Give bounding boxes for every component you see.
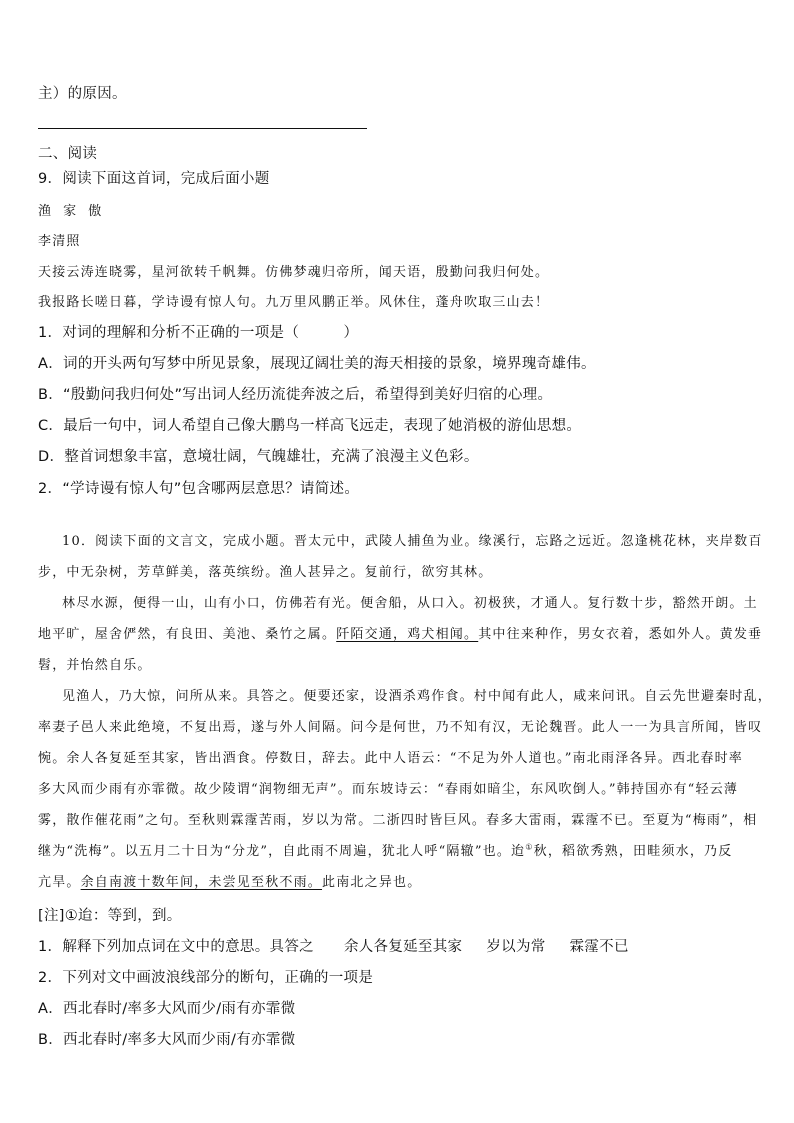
q10-subquestion-1 — [38, 935, 764, 956]
q10-text-line-11 — [38, 840, 764, 859]
footnote-marker: ① — [525, 842, 534, 852]
q10-text-line-1: 10．阅读下面的文言文，完成小题。晋太元中，武陵人捕鱼为业。缘溪行，忘路之远近。忽逢桃花林，夹岸数百 — [62, 534, 763, 549]
previous-question-ending: 主）的原因。 — [38, 86, 127, 102]
q10-text-line-3: 林尽水源，便得一山，山有小口，仿佛若有光。便舍船，从口入。初极狭，才通人。复行数十步，豁然开朗。土 — [62, 596, 758, 611]
q10-text-line-12 — [38, 871, 764, 890]
underlined-phrase-2: 余自南渡十数年间，未尝见至秋不雨。 — [80, 875, 323, 890]
q9-subquestion-1: 1．对词的理解和分析不正确的一项是（ ） — [38, 325, 359, 341]
q10-text-line-12-end: 此南北之异也。 — [322, 875, 422, 890]
q10-subquestion-2: 2．下列对文中画波浪线部分的断句，正确的一项是 — [38, 970, 374, 986]
q10-text-line-8: 惋。余人各复延至其家，皆出酒食。停数日，辞去。此中人语云：“不足为外人道也。”南北雨泽各异。西北春时率 — [38, 751, 743, 766]
footnote: [注]①迨：等到，到。 — [38, 908, 182, 924]
q10-sub1-lead: 1．解释下列加点词在文中的意思。具答之 — [38, 939, 314, 955]
q10-text-line-10: 雾，散作催花雨”之句。至秋则霖霪苦雨，岁以为常。二浙四时皆巨风。春多大雷雨，霖霪不已。至夏为“梅雨”，相 — [38, 813, 758, 828]
q10-text-line-6: 见渔人，乃大惊，问所从来。具答之。便要还家，设酒杀鸡作食。村中闻有此人，咸来问讯。自云先世避秦时乱， — [62, 689, 773, 704]
question-9-prompt: 9．阅读下面这首词，完成后面小题 — [38, 171, 270, 187]
q10-text-line-12-start: 亢旱。 — [38, 875, 81, 890]
q9-option-a: A．词的开头两句写梦中所见景象，展现辽阔壮美的海天相接的景象，境界瑰奇雄伟。 — [38, 356, 596, 372]
q10-text-line-4 — [38, 623, 764, 642]
q10-text-line-11-end: 秋，稻欲秀熟，田畦须水，乃反 — [533, 844, 733, 859]
q10-text-line-4-end: 其中往来种作，男女衣着，悉如外人。黄发垂 — [478, 627, 763, 642]
q9-option-c: C．最后一句中，词人希望自己像大鹏鸟一样高飞远走，表现了她消极的游仙思想。 — [38, 418, 582, 434]
q10-text-line-2: 步，中无杂树，芳草鲜美，落英缤纷。渔人甚异之。复前行，欲穷其林。 — [38, 565, 493, 580]
q10-text-line-4-start: 地平旷，屋舍俨然，有良田、美池、桑竹之属。 — [38, 627, 337, 642]
poem-author: 李清照 — [38, 234, 81, 249]
q10-sub1-word-3: 岁以为常 — [486, 939, 546, 955]
poem-line-1: 天接云涛连晓雾，星河欲转千帆舞。仿佛梦魂归帝所，闻天语，殷勤问我归何处。 — [38, 265, 550, 280]
q10-text-line-5: 髫，并怡然自乐。 — [38, 658, 152, 673]
q10-option-b: B．西北春时/率多大风而少雨/有亦霏微 — [38, 1032, 296, 1048]
poem-title: 渔 家 傲 — [38, 204, 106, 219]
section-heading: 二、阅读 — [38, 146, 98, 162]
underlined-phrase-1: 阡陌交通，鸡犬相闻。 — [336, 627, 479, 642]
q10-option-a: A．西北春时/率多大风而少/雨有亦霏微 — [38, 1001, 296, 1017]
q10-sub1-word-2: 余人各复延至其家 — [343, 939, 463, 955]
q10-text-line-9: 多大风而少雨有亦霏微。故少陵谓“润物细无声”。而东坡诗云：“春雨如暗尘，东风吹倒人。”韩持国亦有“轻云薄 — [38, 782, 739, 797]
answer-divider-line — [38, 128, 367, 129]
q9-subquestion-2: 2．“学诗谩有惊人句”包含哪两层意思？请简述。 — [38, 481, 360, 497]
q9-option-b: B．“殷勤问我归何处”写出词人经历流徙奔波之后，希望得到美好归宿的心理。 — [38, 387, 553, 403]
q9-option-d: D．整首词想象丰富，意境壮阔，气魄雄壮，充满了浪漫主义色彩。 — [38, 449, 479, 465]
poem-line-2: 我报路长嗟日暮，学诗谩有惊人句。九万里风鹏正举。风休住，蓬舟吹取三山去！ — [38, 295, 550, 310]
q10-sub1-word-4: 霖霪不已 — [569, 939, 629, 955]
q10-text-line-7: 率妻子邑人来此绝境，不复出焉，遂与外人间隔。问今是何世，乃不知有汉，无论魏晋。此人一一为具言所闻，皆叹 — [38, 720, 763, 735]
q10-text-line-11-start: 继为“洗梅”。以五月二十日为“分龙”，自此雨不周遍，犹北人呼“隔辙”也。迨 — [38, 844, 526, 859]
